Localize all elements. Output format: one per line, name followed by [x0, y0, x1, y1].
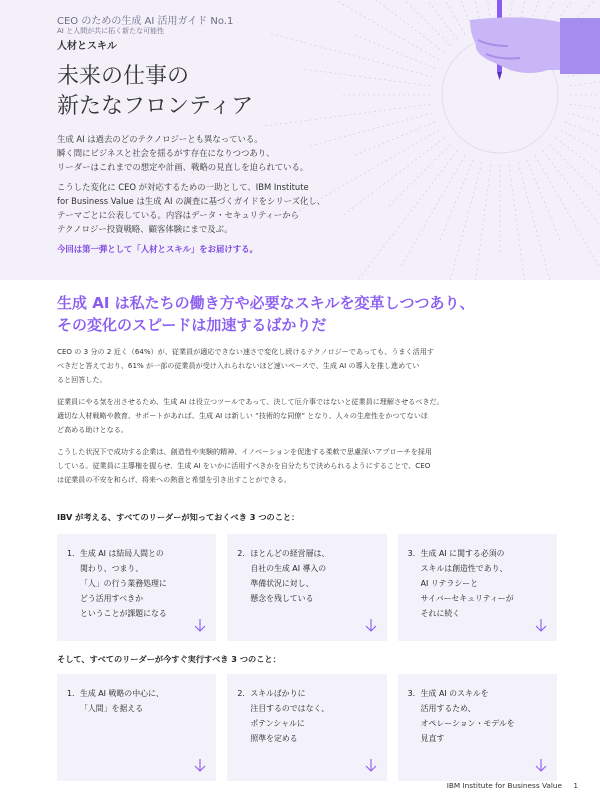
- arrow-down-icon: [194, 759, 206, 773]
- text-line: サイバーセキュリティーが: [420, 594, 514, 603]
- body-paragraph: [57, 445, 557, 487]
- ray-line: [438, 163, 482, 280]
- arrow-down-icon: [194, 619, 206, 633]
- ray-line: [352, 34, 435, 68]
- text-line: 見直す: [420, 734, 445, 743]
- text-line: 自社の生成 AI 導入の: [250, 564, 327, 573]
- list-heading-know: IBV が考える、すべてのリーダーが知っておくべき 3 つのこと：: [57, 512, 300, 522]
- list-heading-act: そして、すべてのリーダーが今すぐ実行すべき 3 つのこと：: [57, 654, 281, 664]
- card-text: [421, 546, 549, 621]
- card-text: [250, 546, 378, 606]
- text-line: どう活用すべきか: [80, 594, 143, 603]
- intro-text: [57, 132, 377, 262]
- body-paragraph: [57, 345, 557, 387]
- text-line: べきだと答えており、61% が一部の従業員が受け入れられないほど速いペースで、生成 AI の導入を推し進めてい: [57, 361, 420, 370]
- text-line: 生成 AI 戦略の中心に、: [80, 689, 164, 698]
- text-line: ると回答した。: [57, 375, 107, 384]
- card-text: [421, 686, 549, 746]
- text-line: ほとんどの経営層は、: [250, 549, 330, 558]
- card-number: 2.: [237, 689, 245, 698]
- ray-line: [439, 0, 473, 30]
- card-item: [57, 534, 216, 641]
- topic-label: 人材とスキル: [57, 41, 117, 52]
- text-line: こうした変化に CEO が対応するための一助として、IBM Institute: [57, 182, 309, 192]
- text-line: 生成 AI は結局人間との: [80, 549, 164, 558]
- card-text: [80, 686, 208, 716]
- card-number: 3.: [407, 689, 416, 698]
- card-text: [250, 686, 378, 746]
- text-line: リーダーはこれまでの想定や計画、戦略の見直しを迫られている。: [57, 162, 309, 172]
- text-line: 注目するのではなく、: [250, 704, 330, 713]
- ray-line: [569, 104, 600, 121]
- card-text: [80, 546, 208, 621]
- text-line: ポテンシャルに: [250, 719, 305, 728]
- ray-line: [527, 160, 561, 243]
- series-subtitle: AI と人間が共に拓く新たな可能性: [57, 27, 165, 35]
- hero-banner: [0, 0, 600, 280]
- text-line: テーマごとに公表している。内容はデータ・セキュリティーから: [57, 210, 300, 220]
- text-line: それに続く: [420, 609, 461, 618]
- arrow-down-icon: [535, 619, 547, 633]
- hand-with-pen-icon: [470, 0, 600, 80]
- card-row-know: [57, 534, 557, 641]
- text-line: 活用するため、: [420, 704, 476, 713]
- ray-line: [439, 160, 473, 243]
- ray-line: [378, 0, 457, 39]
- text-line: 適切な人材戦略や教育、サポートがあれば、生成 AI は新しい “技術的な同僚” となり、人々の生産性をかつてないほ: [57, 411, 428, 420]
- text-line: 生成 AI に関する必須の: [420, 549, 505, 558]
- text-line: オペレーション・モデルを: [420, 719, 515, 728]
- footer-brand: IBM Institute for Business Value: [446, 781, 562, 790]
- ray-line: [262, 104, 431, 126]
- intro-paragraph: [57, 132, 377, 174]
- text-line: for Business Value は生成 AI の調査に基づくガイドをシリーズ化し、: [57, 196, 326, 206]
- ray-line: [556, 138, 600, 241]
- text-line: 「人」の行う業務処理に: [80, 579, 167, 588]
- card-item: [227, 674, 386, 781]
- text-line: 瞬く間にビジネスと社会を揺るがす存在になりつつあり、: [57, 148, 275, 158]
- ray-line: [387, 144, 451, 208]
- text-line: している。従業員に主導権を握らせ、生成 AI をいかに活用すべきかを自分たちで決められるようにすることで、CEO: [57, 461, 431, 470]
- card-number: 3.: [407, 549, 416, 558]
- body-paragraph: [57, 395, 557, 437]
- ray-line: [380, 0, 465, 34]
- text-line: テクノロジー投資戦略、顧客体験にまで及ぶ。: [57, 224, 233, 234]
- heading-line: 生成 AI は私たちの働き方や必要なスキルを変革しつつあり、: [57, 294, 475, 312]
- card-item: [57, 674, 216, 781]
- ray-line: [561, 130, 600, 195]
- intro-paragraph: [57, 180, 377, 236]
- intro-highlight: 今回は第一弾として「人材とスキル」をお届けする。: [57, 244, 258, 254]
- page-number: 1: [573, 782, 578, 790]
- text-line: ということが課題になる: [80, 609, 167, 618]
- ray-line: [565, 122, 600, 156]
- text-line: スキルばかりに: [250, 689, 306, 698]
- text-line: AI リテラシーと: [420, 579, 479, 588]
- card-item: [398, 534, 557, 641]
- text-line: は従業員の不安を和らげ、将来への熱意と希望を引き出すことができる。: [57, 475, 291, 484]
- ray-line: [549, 144, 600, 208]
- heading-line: その変化のスピードは加速するばかりだ: [57, 316, 327, 334]
- card-item: [227, 534, 386, 641]
- card-number: 1.: [67, 689, 75, 698]
- body-text: [57, 345, 557, 495]
- series-label: CEO のための生成 AI 活用ガイド No.1: [57, 16, 234, 27]
- text-line: 従業員にやる気を出させるため、生成 AI は役立つツールであって、決して厄介事ではないと従業員に理解させるべきだ。: [57, 397, 444, 406]
- ray-line: [518, 163, 552, 280]
- title-line: 未来の仕事の: [57, 64, 190, 89]
- ray-line: [535, 156, 600, 280]
- ray-line: [387, 0, 451, 46]
- ray-line: [327, 0, 440, 60]
- text-line: 生成 AI のスキルを: [420, 689, 489, 698]
- text-line: ど高める助けとなる。: [57, 425, 128, 434]
- text-line: 準備状況に対し、: [250, 579, 314, 588]
- page-title: [57, 62, 253, 122]
- text-line: 関わり、つまり、: [80, 564, 144, 573]
- card-item: [398, 674, 557, 781]
- ray-line: [474, 164, 491, 280]
- title-line: 新たなフロンティア: [57, 94, 254, 119]
- text-line: 生成 AI は過去のどのテクノロジーとも異なっている。: [57, 134, 263, 144]
- text-line: 懸念を残している: [250, 594, 314, 603]
- card-number: 2.: [237, 549, 245, 558]
- card-number: 1.: [67, 549, 75, 558]
- text-line: こうした状況下で成功する企業は、創造性や実験的精神、イノベーションを促進する柔軟で思慮深いアプローチを採用: [57, 447, 432, 456]
- ray-line: [509, 164, 531, 280]
- text-line: スキルは創造性であり、: [420, 564, 508, 573]
- ray-line: [268, 33, 432, 77]
- arrow-down-icon: [365, 619, 377, 633]
- text-line: CEO の 3 分の 2 近く（64%）が、従業員が適応できない速さで変化し続けるテクノロジーであっても、うまく活用す: [57, 347, 434, 356]
- text-line: 照準を定める: [250, 734, 298, 743]
- ray-line: [310, 0, 445, 52]
- arrow-down-icon: [535, 759, 547, 773]
- arrow-down-icon: [365, 759, 377, 773]
- card-row-act: [57, 674, 557, 781]
- ray-line: [400, 156, 465, 269]
- text-line: 「人間」を据える: [80, 704, 144, 713]
- section-heading: [57, 292, 557, 336]
